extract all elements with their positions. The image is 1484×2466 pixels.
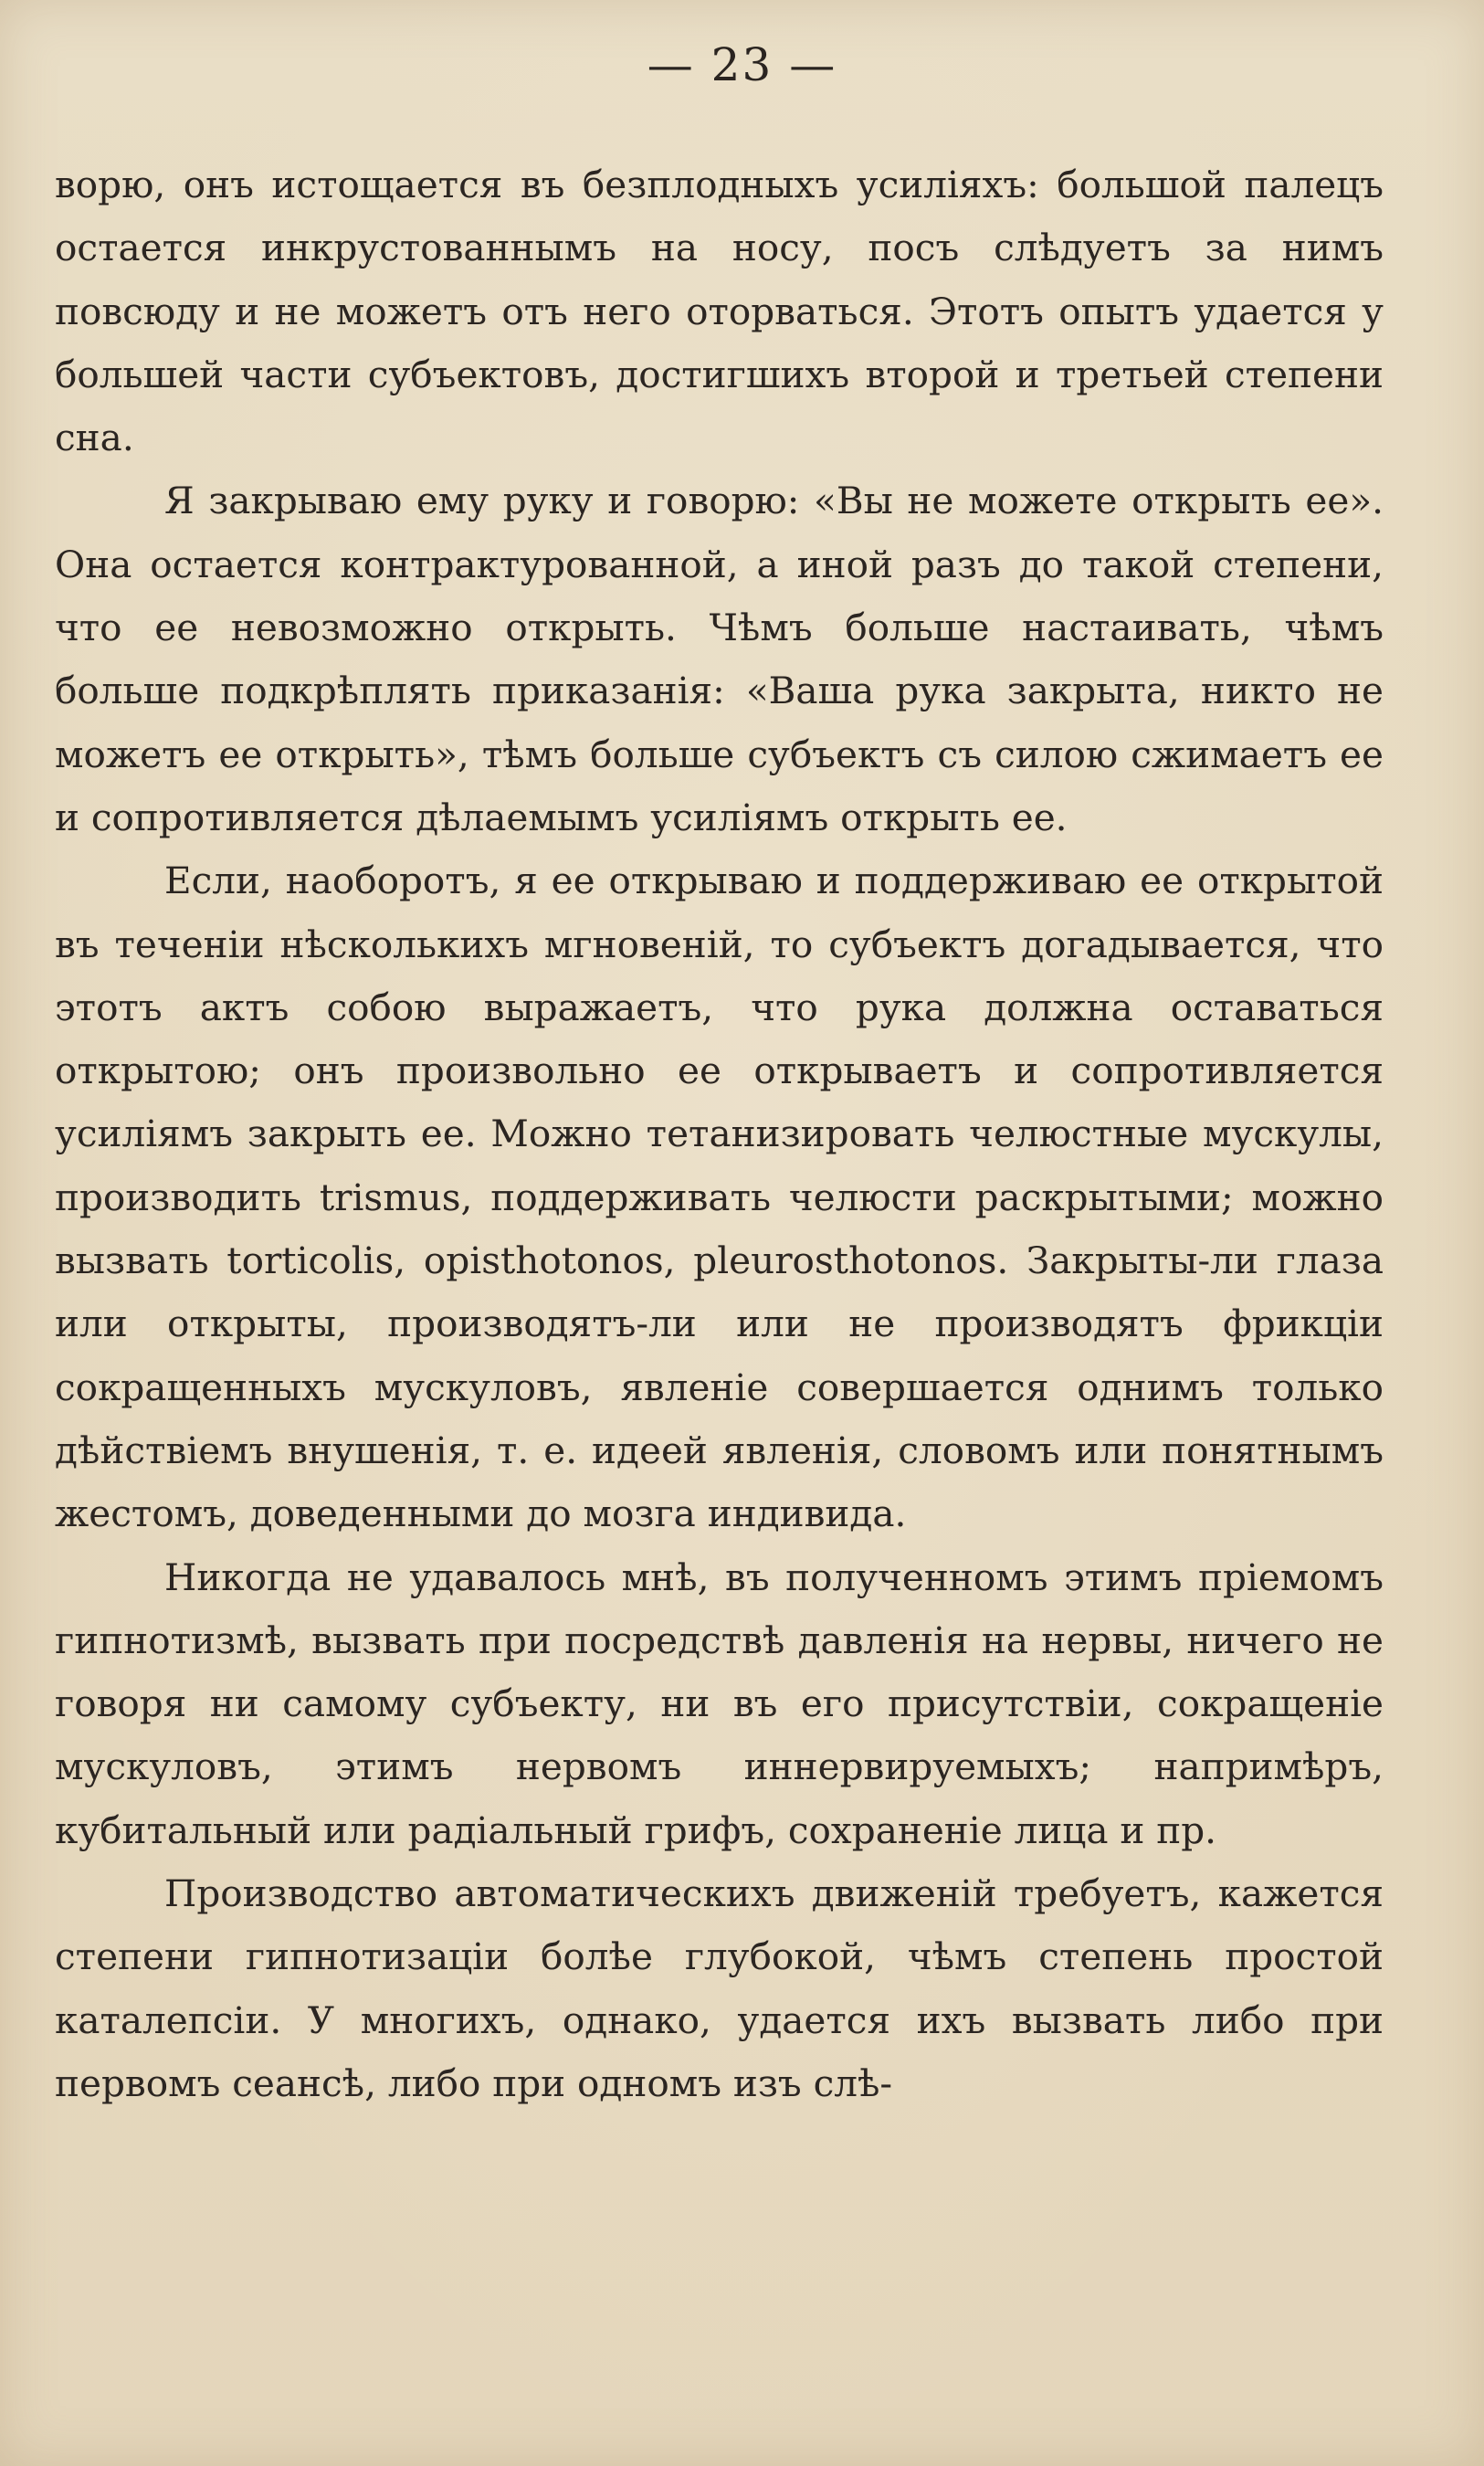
page-number: — 23 — (647, 38, 837, 91)
paragraph: Я закрываю ему руку и говорю: «Вы не можете открыть ее». Она остается контрактурованной, а иной разъ до такой степени, что ее невозможно открыть. Чѣмъ больше настаивать, чѣмъ больше подкрѣплять приказанія: «Ваша рука закрыта, никто не можетъ ее открыть», тѣмъ больше субъектъ съ силою сжимаетъ ее и сопротивляется дѣлаемымъ усиліямъ открыть ее. (55, 479, 1384, 839)
paragraph: Никогда не удавалось мнѣ, въ полученномъ этимъ пріемомъ гипнотизмѣ, вызвать при посредствѣ давленія на нервы, ничего не говоря ни самому субъекту, ни въ его присутствіи, сокращеніе мускуловъ, этимъ нервомъ иннервируемыхъ; напримѣръ, кубитальный или радіальный грифъ, сохраненіе лица и пр. (55, 1554, 1384, 1852)
paragraph: Производство автоматическихъ движеній требуетъ, кажется степени гипнотизаціи болѣе глубокой, чѣмъ степень простой каталепсіи. У многихъ, однако, удается ихъ вызвать либо при первомъ сеансѣ, либо при одномъ изъ слѣ- (55, 1871, 1384, 2105)
body-text (55, 153, 1384, 2115)
paragraph: Если, наоборотъ, я ее открываю и поддерживаю ее открытой въ теченіи нѣсколькихъ мгновеній, то субъектъ догадывается, что этотъ актъ собою выражаетъ, что рука должна оставаться открытою; онъ произвольно ее открываетъ и сопротивляется усиліямъ закрыть ее. Можно тетанизировать челюстные мускулы, производить trismus, поддерживать челюсти раскрытыми; можно вызвать torticolis, opisthotonos, pleurosthotonos. Закрыты-ли глаза или открыты, производятъ-ли или не производятъ фрикціи сокращенныхъ мускуловъ, явленіе совершается однимъ только дѣйствіемъ внушенія, т. е. идеей явленія, словомъ или понятнымъ жестомъ, доведенными до мозга индивида. (55, 859, 1384, 1536)
paragraph-continuation: ворю, онъ истощается въ безплодныхъ усиліяхъ: большой палецъ остается инкрустованнымъ на носу, посъ слѣдуетъ за нимъ повсюду и не можетъ отъ него оторваться. Этотъ опытъ удается у большей части субъектовъ, достигшихъ второй и третьей степени сна. (55, 163, 1384, 460)
